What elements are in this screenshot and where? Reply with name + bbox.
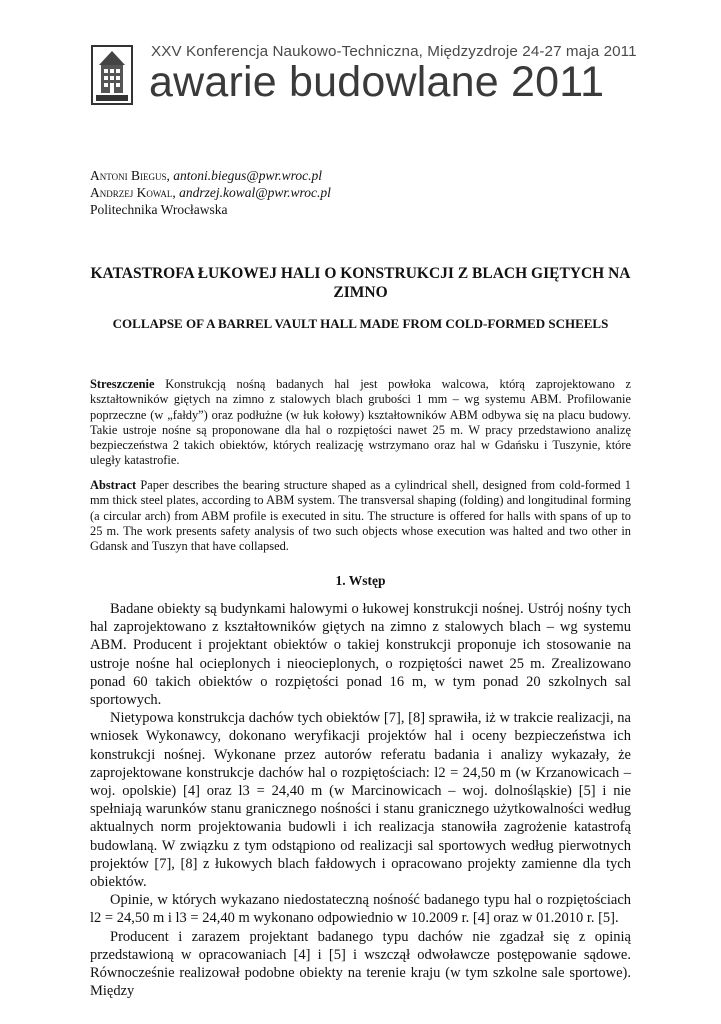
author-email[interactable]: antoni.biegus@pwr.wroc.pl xyxy=(173,168,323,183)
paper-title-en: COLLAPSE OF A BARREL VAULT HALL MADE FROM COLD-FORMED SCHEELS xyxy=(112,316,609,331)
conference-title: awarie budowlane 2011 xyxy=(149,58,605,106)
building-logo-icon xyxy=(93,47,131,103)
conference-line: XXV Konferencja Naukowo-Techniczna, Międzyzdroje 24-27 maja 2011 xyxy=(151,43,637,60)
body-paragraph: Producent i zarazem projektant badanego typu dachów nie zgadzał się z opinią przedstawioną w opracowaniach [4] i [5] i wszczął odwoławcze postępowanie sądowe. Równocześnie realizował podobne obiekty na terenie kraju (w tym szkolne sale sportowe). Między xyxy=(90,928,631,1000)
abstract-en-label: Abstract xyxy=(90,478,137,492)
abstract-en xyxy=(90,478,631,554)
body-paragraph: Badane obiekty są budynkami halowymi o łukowej konstrukcji nośnej. Ustrój nośny tych hal zaprojektowano z kształtowników giętych na zimno z stalowych blach – wg systemu ABM. Producent i projektant obiektów o takiej konstrukcji proponuje ich stosowanie na ustroje nośne hal ocieplonych i nieocieplonych, o rozpiętości nawet 25 m. Zrealizowano ponad 60 takich obiektów o rozpiętości ponad 16 m, w tym ponad 20 szkolnych sal sportowych. xyxy=(90,601,631,709)
author-last-name: Kowal xyxy=(136,185,173,200)
abstract-pl-text: Konstrukcją nośną badanych hal jest powłoka walcowa, którą zaprojektowano z kształtowników giętych na zimno z stalowych blach grubości 1 mm – wg systemu ABM. Profilowanie poprzeczne (w „fałdy”) oraz podłużne (w łuk kołowy) kształtowników ABM odbywa się na placu budowy. Takie ustroje nośne są proponowane dla hal o rozpiętości nawet 25 m. W pracy przedstawiono analizę bezpieczeństwa 2 takich obiektów, których realizację wstrzymano oraz hal w Gdańsku i Tuszynie, które uległy katastrofie. xyxy=(90,377,631,468)
section-heading: 1. Wstęp xyxy=(335,573,386,588)
abstract-en-text: Paper describes the bearing structure shaped as a cylindrical shell, designed from cold-formed 1 mm thick steel plates, according to ABM system. The transversal shaping (folding) and longitudinal forming (a circular arch) from ABM profile is executed in situ. The structure is offered for halls with spans of up to 25 m. The work presents safety analysis of two such objects whose execution was halted and two other in Gdansk and Tuszyn that have collapsed. xyxy=(90,478,631,554)
conference-logo xyxy=(91,45,133,105)
affiliation: Politechnika Wrocławska xyxy=(90,202,228,217)
author-email[interactable]: andrzej.kowal@pwr.wroc.pl xyxy=(179,185,331,200)
paper-title-pl: KATASTROFA ŁUKOWEJ HALI O KONSTRUKCJI Z BLACH GIĘTYCH NA ZIMNO xyxy=(90,265,631,301)
author-last-name: Biegus xyxy=(130,168,167,183)
body-paragraph: Nietypowa konstrukcja dachów tych obiektów [7], [8] sprawiła, iż w trakcie realizacji, na wniosek Wykonawcy, dokonano weryfikacji projektów hal i oceny bezpieczeństwa ich konstrukcji nośnej. Wykonane przez autorów referatu badania i analizy wykazały, że zaprojektowane konstrukcje dachów hal o rozpiętościach: l2 = 24,50 m (w Krzanowicach – woj. opolskie) [4] oraz l3 = 24,40 m (w Marcinowicach – woj. dolnośląskie) [5] i nie spełniają warunków stanu granicznego nośności i stanu granicznego użytkowalności według aktualnych norm projektowania budowli i ich realizacja stanowiła zagrożenie katastrofą budowlaną. W związku z tym odstąpiono od realizacji sal sportowych według pierwotnych projektów [7], [8] z łukowych blach fałdowych i opracowano projekty zamienne dla tych obiektów. xyxy=(90,710,631,891)
author-first-name: Antoni xyxy=(90,168,128,183)
section-body xyxy=(90,600,631,1000)
authors-block xyxy=(90,167,331,218)
author-line: Antoni Biegus, antoni.biegus@pwr.wroc.pl xyxy=(90,168,323,183)
body-paragraph: Opinie, w których wykazano niedostateczną nośność badanego typu hal o rozpiętościach l2 = 24,50 m i l3 = 24,40 m wykonano odpowiednio w 10.2009 r. [4] oraz w 01.2010 r. [5]. xyxy=(90,892,631,927)
author-first-name: Andrzej xyxy=(90,185,134,200)
abstract-pl-label: Streszczenie xyxy=(90,377,155,391)
author-line: Andrzej Kowal, andrzej.kowal@pwr.wroc.pl xyxy=(90,185,331,200)
abstract-pl xyxy=(90,377,631,469)
